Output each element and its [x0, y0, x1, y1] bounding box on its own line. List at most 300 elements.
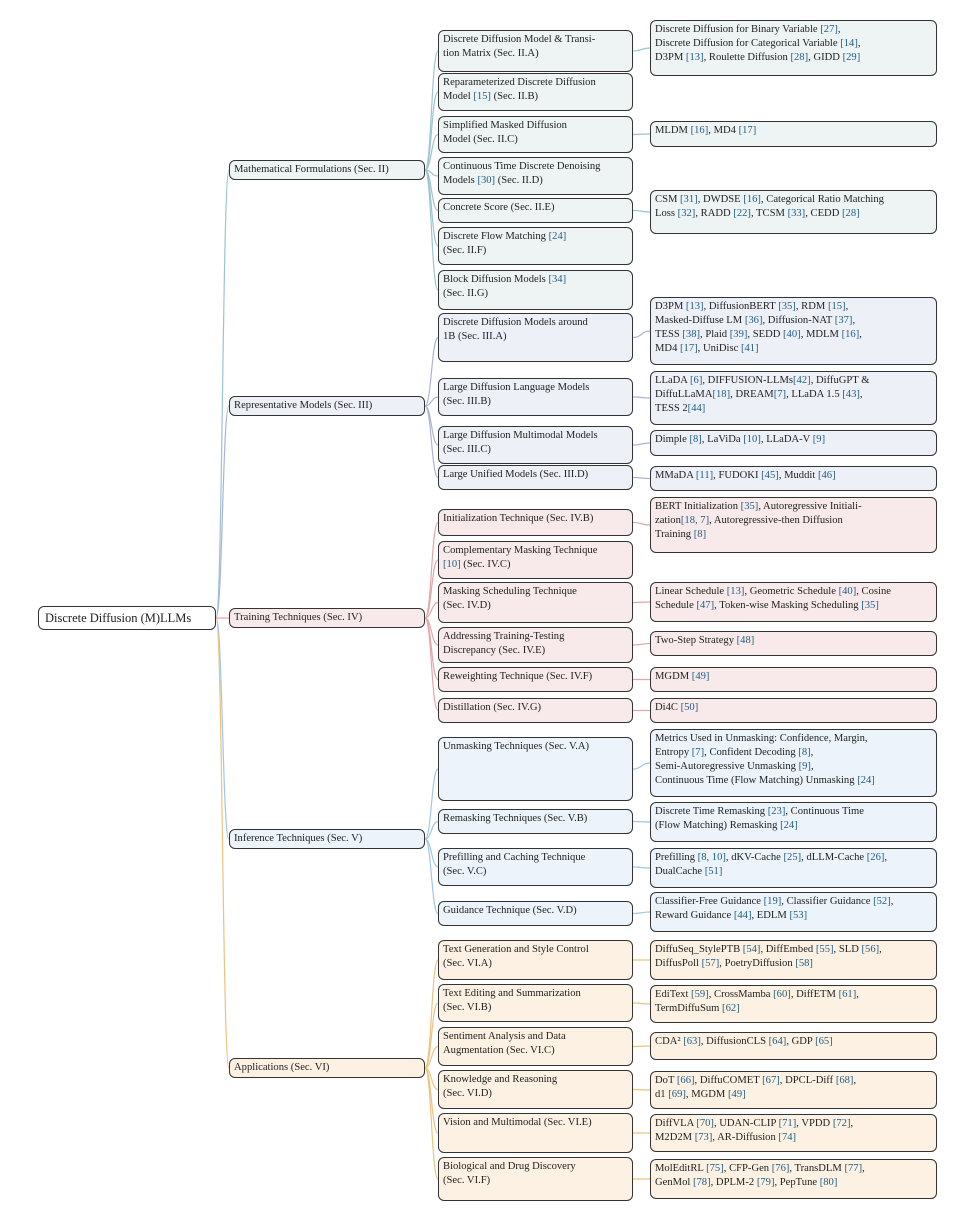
- text-run: , LLaDA-V: [760, 434, 813, 445]
- citation-ref: [46]: [817, 470, 836, 481]
- subtopic-node: [438, 465, 633, 490]
- text-run: , Confident Decoding: [704, 747, 799, 758]
- citation-ref: [72]: [832, 1118, 851, 1129]
- citation-ref: [66]: [676, 1075, 695, 1086]
- text-run: , GenMol: [655, 1163, 865, 1188]
- text-run: Large Unified Models (Sec. III.D): [443, 469, 589, 480]
- text-run: Discrete Diffusion for Binary Variable: [655, 24, 821, 35]
- text-run: , DPCL-Diff: [779, 1075, 836, 1086]
- citation-ref: [35]: [740, 501, 759, 512]
- subtopic-node: [438, 901, 633, 926]
- citation-ref: [77]: [844, 1163, 863, 1174]
- subtopic-node: [438, 1157, 633, 1201]
- citation-ref: [14]: [840, 38, 858, 49]
- citation-ref: [74]: [778, 1132, 797, 1143]
- citation-ref: [76]: [771, 1163, 790, 1174]
- text-run: , MGDM: [685, 1089, 728, 1100]
- citation-ref: [8]: [689, 434, 702, 445]
- citation-ref: [38]: [682, 329, 701, 340]
- leaf-connector: [633, 523, 650, 526]
- category-node-rep: [229, 396, 425, 416]
- subtopic-node: [438, 940, 633, 980]
- text-run: , DiffEmbed: [760, 944, 816, 955]
- text-run: , PoetryDiffusion: [719, 958, 796, 969]
- text-run: Continuous Time Discrete Denoising Models: [443, 161, 601, 186]
- category-label: Mathematical Formulations (Sec. II): [234, 164, 389, 175]
- text-run: , Masked-Diffuse LM: [655, 301, 849, 326]
- citation-ref: [18, 7]: [680, 515, 710, 526]
- citation-ref: [79]: [756, 1177, 775, 1188]
- citation-ref: [64]: [768, 1036, 787, 1047]
- text-run: MLDM: [655, 125, 691, 136]
- text-run: , Semi-Autoregressive Unmasking: [655, 747, 814, 772]
- citation-ref: [69]: [668, 1089, 686, 1100]
- text-run: MMaDA: [655, 470, 696, 481]
- text-run: , Muddit: [778, 470, 818, 481]
- text-run: , RADD: [695, 208, 734, 219]
- citation-ref: [18]: [712, 389, 731, 400]
- citation-ref: [44]: [733, 910, 752, 921]
- subtopic-connector: [425, 1068, 438, 1179]
- leaf-node: [650, 466, 937, 491]
- leaf-node: [650, 985, 937, 1023]
- subtopic-node: [438, 627, 633, 663]
- text-run: Metrics Used in Unmasking: Confidence, Margin, Entropy: [655, 733, 868, 758]
- citation-ref: [27]: [820, 24, 838, 35]
- subtopic-node: [438, 313, 633, 362]
- text-run: (Sec. IV.C): [460, 559, 511, 570]
- subtopic-connector: [425, 338, 438, 407]
- subtopic-node: [438, 157, 633, 195]
- citation-ref: [19]: [763, 896, 782, 907]
- text-run: CDA²: [655, 1036, 684, 1047]
- subtopic-connector: [425, 769, 438, 839]
- citation-ref: [30]: [477, 175, 496, 186]
- leaf-connector: [633, 443, 650, 445]
- subtopic-node: [438, 1070, 633, 1109]
- text-run: , DREAM: [730, 389, 774, 400]
- leaf-node: [650, 802, 937, 842]
- text-run: DiffuSeq_StylePTB: [655, 944, 743, 955]
- citation-ref: [8]: [693, 529, 707, 540]
- leaf-node: [650, 698, 937, 723]
- text-run: Vision and Multimodal (Sec. VI.E): [443, 1117, 592, 1128]
- text-run: Addressing Training-Testing Discrepancy (Sec. IV.E): [443, 631, 565, 656]
- text-run: , Autoregressive-then Diffusion Training: [655, 515, 843, 540]
- citation-ref: [48]: [736, 635, 755, 646]
- leaf-node: [650, 497, 937, 553]
- text-run: Linear Schedule: [655, 586, 727, 597]
- citation-ref: [36]: [744, 315, 763, 326]
- text-run: BERT Initialization: [655, 501, 741, 512]
- text-run: Concrete Score (Sec. II.E): [443, 202, 555, 213]
- leaf-connector: [633, 478, 650, 479]
- text-run: LLaDA: [655, 375, 691, 386]
- citation-ref: [65]: [815, 1036, 833, 1047]
- leaf-node: [650, 582, 937, 622]
- citation-ref: [53]: [789, 910, 808, 921]
- text-run: , Cosine Schedule: [655, 586, 891, 611]
- text-run: , PepTune: [774, 1177, 820, 1188]
- root-label: Discrete Diffusion (M)LLMs: [45, 611, 192, 625]
- text-run: , MD4: [655, 329, 862, 354]
- text-run: Biological and Drug Discovery (Sec. VI.F): [443, 1161, 576, 1186]
- text-run: D3PM: [655, 301, 686, 312]
- citation-ref: [59]: [691, 989, 709, 1000]
- subtopic-node: [438, 198, 633, 223]
- text-run: , d1: [655, 1075, 857, 1100]
- leaf-connector: [633, 644, 650, 646]
- citation-ref: [40]: [783, 329, 801, 340]
- text-run: , TermDiffuSum: [655, 989, 859, 1014]
- citation-ref: [16]: [690, 125, 709, 136]
- leaf-connector: [633, 331, 650, 338]
- leaf-node: [650, 631, 937, 656]
- citation-ref: [17]: [680, 343, 698, 354]
- subtopic-node: [438, 541, 633, 579]
- citation-ref: [23]: [767, 806, 786, 817]
- subtopic-node: [438, 848, 633, 886]
- text-run: Text Editing and Summarization (Sec. VI.B): [443, 988, 581, 1013]
- text-run: Simplified Masked Diffusion Model (Sec. II.C): [443, 120, 567, 145]
- leaf-node: [650, 297, 937, 365]
- citation-ref: [8]: [798, 747, 811, 758]
- citation-ref: [41]: [740, 343, 759, 354]
- citation-ref: [52]: [873, 896, 891, 907]
- citation-ref: [24]: [857, 775, 875, 786]
- text-run: , MD4: [708, 125, 739, 136]
- citation-ref: [28]: [842, 208, 860, 219]
- text-run: , AR-Diffusion: [712, 1132, 779, 1143]
- citation-ref: [10]: [743, 434, 761, 445]
- citation-ref: [45]: [761, 470, 779, 481]
- citation-ref: [9]: [798, 761, 811, 772]
- citation-ref: [13]: [685, 301, 704, 312]
- citation-ref: [15]: [473, 91, 491, 102]
- root-node: [38, 606, 216, 630]
- text-run: , LLaDA 1.5: [786, 389, 843, 400]
- citation-ref: [61]: [838, 989, 857, 1000]
- text-run: , DIFFUSION-LLMs: [702, 375, 794, 386]
- citation-ref: [22]: [733, 208, 751, 219]
- leaf-connector: [633, 397, 650, 398]
- citation-ref: [78]: [692, 1177, 711, 1188]
- citation-ref: [51]: [704, 866, 723, 877]
- citation-ref: [50]: [680, 702, 699, 713]
- citation-ref: [32]: [677, 208, 696, 219]
- citation-ref: [35]: [861, 600, 879, 611]
- category-label: Representative Models (Sec. III): [234, 400, 373, 411]
- text-run: , Categorical Ratio Matching Loss: [655, 194, 884, 219]
- leaf-connector: [633, 211, 650, 213]
- citation-ref: [39]: [729, 329, 748, 340]
- text-run: , Reward Guidance: [655, 896, 894, 921]
- text-run: Large Diffusion Language Models (Sec. III.B): [443, 382, 590, 407]
- subtopic-node: [438, 698, 633, 723]
- leaf-node: [650, 940, 937, 980]
- text-run: , DiffuCOMET: [694, 1075, 763, 1086]
- leaf-node: [650, 1159, 937, 1199]
- text-run: MGDM: [655, 671, 692, 682]
- category-node-math: [229, 160, 425, 180]
- text-run: Text Generation and Style Control (Sec. VI.A): [443, 944, 589, 969]
- leaf-node: [650, 729, 937, 797]
- citation-ref: [13]: [726, 586, 745, 597]
- text-run: , Plaid: [700, 329, 730, 340]
- text-run: CSM: [655, 194, 681, 205]
- leaf-node: [650, 121, 937, 147]
- citation-ref: [63]: [683, 1036, 701, 1047]
- text-run: , DiffuGPT & DiffuLLaMA: [655, 375, 870, 400]
- text-run: Discrete Diffusion Model & Transi- tion Matrix (Sec. II.A): [443, 34, 596, 59]
- text-run: , EDLM: [751, 910, 790, 921]
- citation-ref: [9]: [812, 434, 826, 445]
- text-run: Prefilling: [655, 852, 698, 863]
- text-run: , DWDSE: [697, 194, 744, 205]
- citation-ref: [28]: [790, 52, 809, 63]
- text-run: Discrete Diffusion Models around 1B (Sec. III.A): [443, 317, 588, 342]
- text-run: , DiffusionCLS: [700, 1036, 769, 1047]
- text-run: , dKV-Cache: [725, 852, 784, 863]
- text-run: , Token-wise Masking Scheduling: [714, 600, 862, 611]
- text-run: , M2D2M: [655, 1118, 854, 1143]
- text-run: , TCSM: [750, 208, 788, 219]
- subtopic-node: [438, 984, 633, 1022]
- citation-ref: [49]: [691, 671, 710, 682]
- citation-ref: [40]: [838, 586, 857, 597]
- text-run: (Sec. II.F): [443, 245, 487, 256]
- text-run: , DPLM-2: [710, 1177, 757, 1188]
- citation-ref: [62]: [722, 1003, 740, 1014]
- subtopic-node: [438, 270, 633, 310]
- subtopic-connector: [425, 960, 438, 1068]
- leaf-connector: [633, 763, 650, 769]
- text-run: , CrossMamba: [708, 989, 774, 1000]
- citation-ref: [24]: [780, 820, 798, 831]
- text-run: Knowledge and Reasoning (Sec. VI.D): [443, 1074, 558, 1099]
- subtopic-node: [438, 509, 633, 536]
- category-label: Applications (Sec. VI): [234, 1062, 330, 1073]
- category-node-inf: [229, 829, 425, 849]
- text-run: , TESS 2: [655, 389, 863, 414]
- citation-ref: [11]: [695, 470, 714, 481]
- category-label: Inference Techniques (Sec. V): [234, 833, 363, 844]
- text-run: , FUDOKI: [713, 470, 762, 481]
- text-run: , Continuous Time (Flow Matching) Remasking: [655, 806, 864, 831]
- text-run: (Sec. II.B): [490, 91, 539, 102]
- subtopic-node: [438, 1113, 633, 1153]
- leaf-node: [650, 667, 937, 692]
- citation-ref: [16]: [743, 194, 761, 205]
- text-run: Large Diffusion Multimodal Models (Sec. III.C): [443, 430, 598, 455]
- citation-ref: [75]: [706, 1163, 724, 1174]
- subtopic-node: [438, 582, 633, 623]
- text-run: , GDP: [786, 1036, 816, 1047]
- text-run: , TransDLM: [789, 1163, 845, 1174]
- leaf-connector: [633, 867, 650, 868]
- citation-ref: [8, 10]: [697, 852, 726, 863]
- root-connector-app: [216, 618, 229, 1068]
- citation-ref: [54]: [742, 944, 761, 955]
- subtopic-node: [438, 116, 633, 153]
- text-run: DiffVLA: [655, 1118, 697, 1129]
- text-run: Prefilling and Caching Technique (Sec. V.C): [443, 852, 586, 877]
- subtopic-node: [438, 378, 633, 416]
- citation-ref: [55]: [815, 944, 834, 955]
- text-run: Reweighting Technique (Sec. IV.F): [443, 671, 593, 682]
- subtopic-node: [438, 30, 633, 72]
- subtopic-node: [438, 227, 633, 265]
- leaf-node: [650, 190, 937, 234]
- text-run: , DualCache: [655, 852, 888, 877]
- category-node-app: [229, 1058, 425, 1078]
- text-run: Dimple: [655, 434, 690, 445]
- root-connector-rep: [216, 406, 229, 618]
- text-run: Block Diffusion Models: [443, 274, 549, 285]
- subtopic-connector: [425, 406, 438, 478]
- citation-ref: [31]: [680, 194, 698, 205]
- leaf-connector: [633, 602, 650, 603]
- text-run: , CEDD: [805, 208, 843, 219]
- leaf-node: [650, 430, 937, 456]
- text-run: Masking Scheduling Technique (Sec. IV.D): [443, 586, 577, 611]
- leaf-connector: [633, 134, 650, 135]
- leaf-connector: [633, 912, 650, 914]
- leaf-connector: [633, 1046, 650, 1047]
- leaf-node: [650, 848, 937, 888]
- citation-ref: [71]: [778, 1118, 797, 1129]
- text-run: (Sec. II.D): [495, 175, 543, 186]
- citation-ref: [16]: [841, 329, 860, 340]
- citation-ref: [24]: [548, 231, 567, 242]
- subtopic-node: [438, 737, 633, 801]
- text-run: , dLLM-Cache: [801, 852, 867, 863]
- citation-ref: [57]: [701, 958, 720, 969]
- leaf-node: [650, 892, 937, 932]
- text-run: , MDLM: [800, 329, 842, 340]
- text-run: , Diffusion-NAT: [762, 315, 835, 326]
- text-run: , LaViDa: [701, 434, 744, 445]
- leaf-connector: [633, 1090, 650, 1091]
- leaf-node: [650, 20, 937, 76]
- text-run: Unmasking Techniques (Sec. V.A): [443, 741, 590, 752]
- citation-ref: [13]: [685, 52, 704, 63]
- text-run: , CFP-Gen: [723, 1163, 772, 1174]
- text-run: , Classifier Guidance: [781, 896, 874, 907]
- text-run: , GIDD: [808, 52, 843, 63]
- text-run: Complementary Masking Technique: [443, 545, 598, 556]
- citation-ref: [34]: [548, 274, 567, 285]
- subtopic-node: [438, 667, 633, 692]
- text-run: (Sec. II.G): [443, 288, 489, 299]
- text-run: , UDAN-CLIP: [713, 1118, 779, 1129]
- subtopic-connector: [425, 839, 438, 914]
- text-run: , DiffusionBERT: [703, 301, 779, 312]
- subtopic-node: [438, 73, 633, 111]
- text-run: , VPDD: [796, 1118, 833, 1129]
- text-run: , RDM: [795, 301, 828, 312]
- citation-ref: [7]: [773, 389, 787, 400]
- text-run: , Continuous Time (Flow Matching) Unmasking: [655, 761, 855, 786]
- citation-ref: [70]: [696, 1118, 714, 1129]
- text-run: , DiffusPoll: [655, 944, 882, 969]
- text-run: EdiText: [655, 989, 692, 1000]
- leaf-connector: [633, 1003, 650, 1004]
- citation-ref: [29]: [842, 52, 861, 63]
- citation-ref: [68]: [835, 1075, 854, 1086]
- text-run: Two-Step Strategy: [655, 635, 737, 646]
- leaf-connector: [633, 822, 650, 823]
- citation-ref: [17]: [738, 125, 757, 136]
- citation-ref: [10]: [443, 559, 461, 570]
- text-run: Distillation (Sec. IV.G): [443, 702, 542, 713]
- leaf-node: [650, 1032, 937, 1060]
- text-run: , Roulette Diffusion: [703, 52, 791, 63]
- citation-ref: [6]: [690, 375, 703, 386]
- text-run: , Autoregressive Initiali- zation: [655, 501, 862, 526]
- citation-ref: [26]: [866, 852, 885, 863]
- subtopic-node: [438, 809, 633, 834]
- citation-ref: [58]: [795, 958, 813, 969]
- text-run: Di4C: [655, 702, 681, 713]
- text-run: , SLD: [833, 944, 862, 955]
- citation-ref: [73]: [694, 1132, 713, 1143]
- text-run: , D3PM: [655, 38, 861, 63]
- subtopic-node: [438, 1027, 633, 1066]
- text-run: , Discrete Diffusion for Categorical Variable: [655, 24, 841, 49]
- subtopic-node: [438, 426, 633, 464]
- text-run: , SEDD: [747, 329, 784, 340]
- text-run: Initialization Technique (Sec. IV.B): [443, 513, 594, 524]
- citation-ref: [44]: [687, 403, 706, 414]
- leaf-node: [650, 1071, 937, 1109]
- text-run: , DiffETM: [790, 989, 839, 1000]
- text-run: DoT: [655, 1075, 677, 1086]
- citation-ref: [56]: [861, 944, 880, 955]
- category-label: Training Techniques (Sec. IV): [234, 612, 363, 623]
- citation-ref: [60]: [773, 989, 791, 1000]
- category-node-train: [229, 608, 425, 628]
- citation-ref: [42]: [793, 375, 811, 386]
- citation-ref: [33]: [787, 208, 806, 219]
- citation-ref: [49]: [728, 1089, 746, 1100]
- text-run: , TESS: [655, 315, 856, 340]
- citation-ref: [43]: [842, 389, 860, 400]
- citation-ref: [80]: [819, 1177, 838, 1188]
- text-run: Classifier-Free Guidance: [655, 896, 764, 907]
- text-run: Sentiment Analysis and Data Augmentation (Sec. VI.C): [443, 1031, 566, 1056]
- citation-ref: [35]: [778, 301, 796, 312]
- leaf-connector: [633, 48, 650, 51]
- root-connector-math: [216, 170, 229, 618]
- citation-ref: [25]: [783, 852, 802, 863]
- text-run: MolEditRL: [655, 1163, 707, 1174]
- leaf-node: [650, 1114, 937, 1152]
- citation-ref: [37]: [834, 315, 853, 326]
- citation-ref: [67]: [762, 1075, 780, 1086]
- text-run: Remasking Techniques (Sec. V.B): [443, 813, 588, 824]
- text-run: Discrete Flow Matching: [443, 231, 549, 242]
- text-run: , Geometric Schedule: [744, 586, 839, 597]
- citation-ref: [47]: [696, 600, 715, 611]
- text-run: Guidance Technique (Sec. V.D): [443, 905, 577, 916]
- citation-ref: [7]: [691, 747, 705, 758]
- text-run: , UniDisc: [697, 343, 741, 354]
- text-run: Reparameterized Discrete Diffusion Model: [443, 77, 596, 102]
- citation-ref: [15]: [827, 301, 846, 312]
- text-run: Discrete Time Remasking: [655, 806, 768, 817]
- leaf-node: [650, 371, 937, 425]
